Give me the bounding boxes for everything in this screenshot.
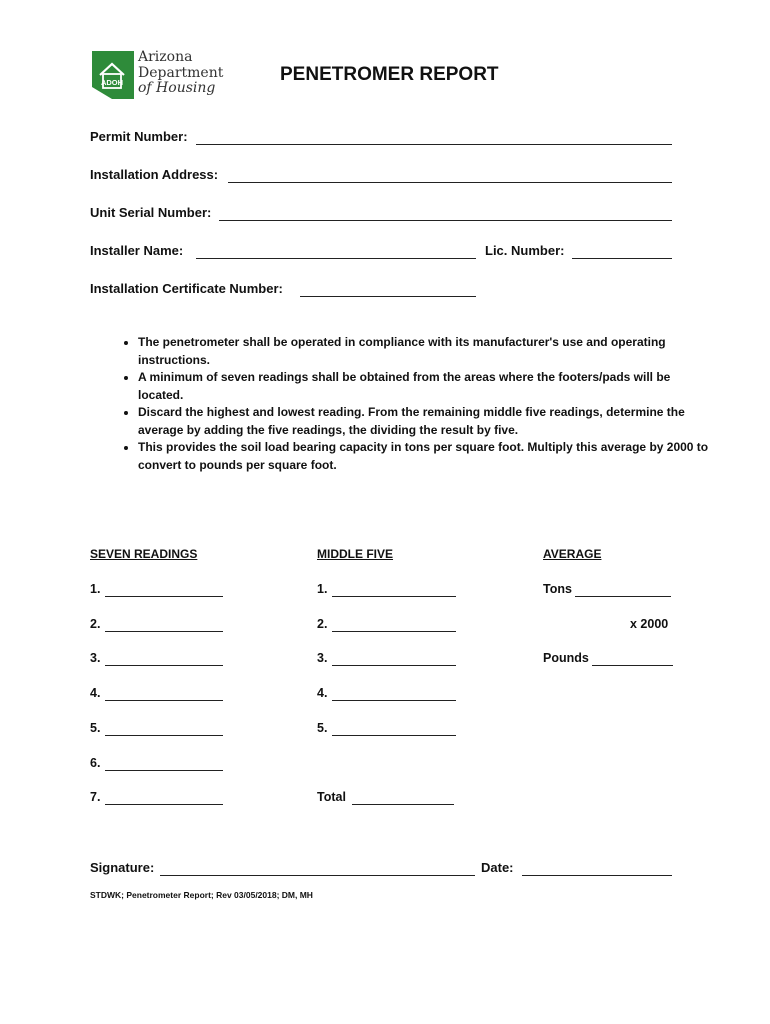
logo-abbr: ADOH — [100, 78, 124, 87]
lic-number-label: Lic. Number: — [485, 243, 565, 258]
unit-serial-number-label: Unit Serial Number: — [90, 205, 212, 220]
seven-reading-field[interactable] — [105, 665, 223, 666]
installation-address-label: Installation Address: — [90, 167, 219, 182]
installer-name-field[interactable] — [196, 258, 476, 259]
tons-field[interactable] — [575, 596, 671, 597]
installer-name-label: Installer Name: — [90, 243, 184, 258]
date-label: Date: — [481, 860, 514, 875]
pounds-label: Pounds — [543, 651, 589, 665]
unit-serial-number-field[interactable] — [219, 220, 672, 221]
middle-reading-field[interactable] — [332, 735, 456, 736]
installation-address-field[interactable] — [228, 182, 672, 183]
seven-reading-field[interactable] — [105, 631, 223, 632]
seven-readings-header: SEVEN READINGS — [90, 547, 198, 561]
footer-revision: STDWK; Penetrometer Report; Rev 03/05/2018; DM, MH — [90, 890, 313, 900]
seven-reading-field[interactable] — [105, 596, 223, 597]
middle-reading-field[interactable] — [332, 631, 456, 632]
middle-reading-label: 2. — [317, 617, 328, 631]
arizona-house-icon — [90, 49, 138, 101]
certificate-number-label: Installation Certificate Number: — [90, 281, 283, 296]
permit-number-field[interactable] — [196, 144, 672, 145]
pounds-field[interactable] — [592, 665, 673, 666]
tons-label: Tons — [543, 582, 572, 596]
instruction-item: • A minimum of seven readings shall be obtained from the areas where the footers/pads will be located. — [138, 369, 718, 404]
multiplier-label: x 2000 — [630, 617, 669, 631]
seven-reading-field[interactable] — [105, 700, 223, 701]
seven-reading-field[interactable] — [105, 735, 223, 736]
middle-reading-label: 5. — [317, 721, 328, 735]
middle-reading-label: 1. — [317, 582, 328, 596]
middle-reading-label: 3. — [317, 651, 328, 665]
signature-field[interactable] — [160, 875, 475, 876]
instruction-item: • This provides the soil load bearing capacity in tons per square foot. Multiply this average by 2000 to convert to pounds per square foot. — [138, 439, 718, 474]
seven-reading-label: 5. — [90, 721, 101, 735]
seven-reading-field[interactable] — [105, 770, 223, 771]
middle-reading-field[interactable] — [332, 665, 456, 666]
seven-reading-field[interactable] — [105, 804, 223, 805]
logo-line-3: of Housing — [138, 80, 216, 96]
logo-line-1: Arizona — [138, 49, 193, 65]
seven-reading-label: 6. — [90, 756, 101, 770]
permit-number-label: Permit Number: — [90, 129, 188, 144]
middle-five-header: MIDDLE FIVE — [317, 547, 394, 561]
logo-line-2: Department — [138, 64, 224, 81]
seven-reading-label: 3. — [90, 651, 101, 665]
average-header: AVERAGE — [543, 547, 602, 561]
middle-reading-field[interactable] — [332, 596, 456, 597]
seven-reading-label: 2. — [90, 617, 101, 631]
middle-reading-field[interactable] — [332, 700, 456, 701]
page-title: PENETROMER REPORT — [280, 64, 499, 85]
total-label: Total — [317, 790, 346, 804]
seven-reading-label: 1. — [90, 582, 101, 596]
instructions-list — [110, 334, 718, 474]
date-field[interactable] — [522, 875, 672, 876]
total-field[interactable] — [352, 804, 454, 805]
seven-reading-label: 4. — [90, 686, 101, 700]
lic-number-field[interactable] — [572, 258, 672, 259]
instruction-item: • Discard the highest and lowest reading. From the remaining middle five readings, determine the average by adding the five readings, the dividing the result by five. — [138, 404, 718, 439]
middle-reading-label: 4. — [317, 686, 328, 700]
instruction-item: • The penetrometer shall be operated in compliance with its manufacturer's use and operating instructions. — [138, 334, 718, 369]
logo-wordmark — [138, 50, 223, 97]
signature-label: Signature: — [90, 860, 155, 875]
certificate-number-field[interactable] — [300, 296, 476, 297]
seven-reading-label: 7. — [90, 790, 101, 804]
